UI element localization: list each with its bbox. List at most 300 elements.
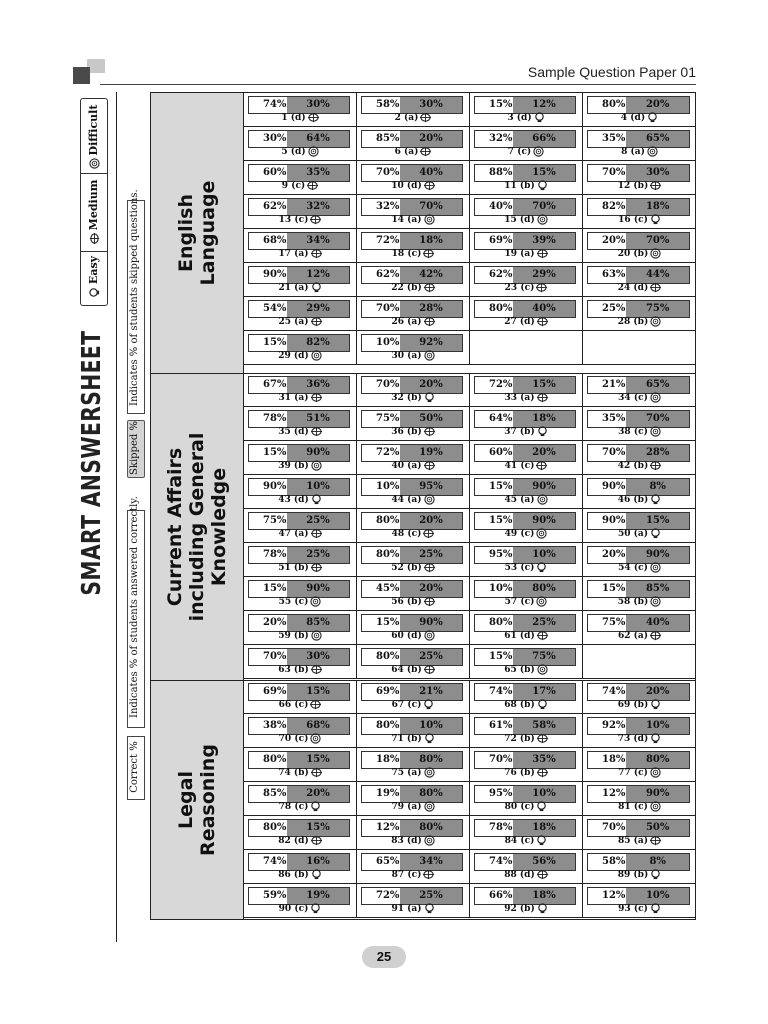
skipped-percent: 20% [626,684,689,700]
question-cell [583,407,696,441]
question-cell [470,297,583,331]
question-answer: 5 (d) [281,147,306,157]
bulb-icon [310,801,321,812]
correct-percent: 15% [588,581,626,597]
question-cell [470,127,583,161]
question-answer: 49 (c) [504,529,535,539]
question-cell [583,884,696,918]
question-label [583,595,696,609]
section-legal-reasoning [151,680,244,919]
target-icon [650,248,661,259]
question-cell [470,714,583,748]
skipped-percent: 25% [287,513,349,529]
section-english [151,93,244,373]
question-label [470,493,582,507]
question-cell [357,93,470,127]
skipped-percent: 66% [513,131,575,147]
skipped-percent: 40% [400,165,462,181]
question-answer: 68 (b) [504,700,535,710]
correct-percent: 12% [588,786,626,802]
crosshair-icon [420,146,431,157]
bulb-icon [311,282,322,293]
crosshair-icon [423,528,434,539]
question-cell [470,263,583,297]
question-answer: 59 (b) [278,631,309,641]
question-cell [470,195,583,229]
question-cell [583,577,696,611]
question-cell [244,543,357,577]
question-label [357,213,469,227]
question-answer: 86 (b) [278,870,309,880]
question-label [470,561,582,575]
skipped-percent: 12% [287,267,349,283]
correct-percent: 88% [475,165,513,181]
skipped-percent: 10% [287,479,349,495]
question-answer: 57 (c) [504,597,535,607]
question-label [357,527,469,541]
skipped-percent: 15% [513,165,575,181]
crosshair-icon [424,596,435,607]
question-label [357,732,469,746]
bulb-icon [537,426,548,437]
question-label [583,459,696,473]
question-cell [244,441,357,475]
question-label [470,732,582,746]
difficulty-legend [80,98,108,306]
legend-easy-label: Easy [87,255,100,285]
correct-percent: 80% [588,97,626,113]
skipped-percent: 85% [287,615,349,631]
skipped-percent: 10% [400,718,462,734]
question-answer: 53 (c) [504,563,535,573]
correct-percent: 80% [362,547,400,563]
correct-percent: 90% [588,479,626,495]
target-icon [311,630,322,641]
question-label [470,145,582,159]
correct-percent: 20% [588,233,626,249]
target-icon [536,596,547,607]
question-cell [583,748,696,782]
skipped-percent: 20% [400,581,462,597]
correct-percent: 15% [475,649,513,665]
correct-percent: 78% [249,547,287,563]
question-label [244,868,356,882]
skipped-percent: 19% [287,888,349,904]
question-cell [357,407,470,441]
question-answer: 87 (c) [391,870,422,880]
target-icon [650,562,661,573]
correct-percent: 69% [362,684,400,700]
correct-percent: 64% [475,411,513,427]
correct-percent: 12% [362,820,400,836]
question-answer: 72 (b) [504,734,535,744]
crosshair-icon [424,664,435,675]
question-answer: 28 (b) [617,317,649,327]
question-answer: 35 (d) [278,427,309,437]
target-icon [424,350,435,361]
question-answer: 88 (d) [504,870,535,880]
bulb-icon [650,869,661,880]
question-cell [470,475,583,509]
correct-percent: 72% [362,888,400,904]
question-cell [244,161,357,195]
bulb-icon [424,733,435,744]
skipped-percent: 90% [626,786,689,802]
bulb-icon [310,903,321,914]
question-label [357,179,469,193]
question-cell [583,782,696,816]
bulb-icon [311,494,322,505]
question-answer: 79 (a) [391,802,422,812]
question-answer: 27 (d) [504,317,535,327]
question-label [583,800,696,814]
question-label [244,459,356,473]
correct-percent: 80% [362,513,400,529]
correct-percent: 40% [475,199,513,215]
correct-percent: 60% [249,165,287,181]
corner-decoration-dark [73,67,90,84]
correct-percent: 90% [588,513,626,529]
correct-percent: 20% [249,615,287,631]
correct-percent: 72% [362,233,400,249]
skipped-percent: 20% [626,97,689,113]
question-label [244,391,356,405]
bulb-icon [650,214,661,225]
question-label [583,111,696,125]
question-label [357,902,469,916]
page-number: 25 [362,946,406,968]
question-cell [583,816,696,850]
question-cell [583,93,696,127]
crosshair-icon [311,426,322,437]
skipped-percent: 90% [513,513,575,529]
target-icon [311,460,322,471]
skipped-percent: 28% [626,445,689,461]
question-answer: 40 (a) [391,461,422,471]
correct-percent: 25% [588,301,626,317]
crosshair-icon [308,112,319,123]
question-cell [357,645,470,679]
question-cell [470,407,583,441]
question-cell [470,441,583,475]
question-answer: 78 (c) [278,802,309,812]
correct-percent: 15% [475,479,513,495]
skipped-label: Skipped % [129,421,140,475]
question-cell [470,509,583,543]
section-current-affairs-label [164,432,230,621]
correct-percent: 74% [475,854,513,870]
question-cell [244,475,357,509]
correct-percent: 69% [249,684,287,700]
question-cell [583,297,696,331]
skipped-percent: 10% [513,786,575,802]
crosshair-icon [424,562,435,573]
question-answer: 1 (d) [281,113,306,123]
skipped-percent: 10% [513,547,575,563]
question-cell [583,331,696,365]
correct-percent: 75% [362,411,400,427]
skipped-percent: 80% [400,752,462,768]
question-answer: 73 (d) [617,734,649,744]
crosshair-icon [311,562,322,573]
question-answer: 62 (a) [617,631,648,641]
crosshair-icon [537,392,548,403]
correct-note: Indicates % of students answered correctly. [129,496,140,718]
question-label [470,281,582,295]
skipped-percent: 70% [626,411,689,427]
skipped-percent: 8% [626,479,689,495]
crosshair-icon [311,528,322,539]
correct-percent: 70% [362,377,400,393]
question-answer: 92 (b) [504,904,535,914]
skipped-percent: 10% [626,888,689,904]
skipped-percent: 50% [400,411,462,427]
skipped-percent: 70% [400,199,462,215]
correct-percent: 20% [588,547,626,563]
skipped-percent: 34% [287,233,349,249]
question-cell [470,543,583,577]
question-label [470,698,582,712]
question-answer: 10 (d) [391,181,422,191]
question-label [583,179,696,193]
question-cell [244,407,357,441]
correct-percent: 10% [475,581,513,597]
question-label [583,145,696,159]
question-answer: 65 (b) [504,665,535,675]
target-icon [310,733,321,744]
question-answer: 41 (c) [504,461,535,471]
correct-percent: 70% [588,820,626,836]
question-cell [244,195,357,229]
question-cell [244,577,357,611]
skipped-percent: 15% [626,513,689,529]
question-cell [357,782,470,816]
question-answer: 58 (b) [617,597,649,607]
skipped-percent: 80% [513,581,575,597]
bulb-icon [424,392,435,403]
question-cell [244,611,357,645]
question-answer: 32 (b) [391,393,422,403]
question-cell [244,884,357,918]
question-cell [357,577,470,611]
answer-grid [150,92,696,920]
question-label [583,493,696,507]
correct-percent: 30% [249,131,287,147]
question-cell [583,161,696,195]
section-name-line: including General [186,432,208,621]
crosshair-icon [537,630,548,641]
skipped-percent: 25% [513,615,575,631]
skipped-percent: 44% [626,267,689,283]
question-cell [470,850,583,884]
correct-percent: 70% [588,445,626,461]
question-cell [357,816,470,850]
skipped-percent: 35% [513,752,575,768]
crosshair-icon [311,664,322,675]
question-label [470,902,582,916]
question-cell [244,331,357,365]
crosshair-icon [536,460,547,471]
question-label [470,629,582,643]
question-label [583,868,696,882]
question-label [583,391,696,405]
skipped-percent: 90% [400,615,462,631]
question-answer: 48 (c) [391,529,422,539]
bulb-icon [537,180,548,191]
crosshair-icon [424,282,435,293]
target-icon [424,214,435,225]
question-label [244,732,356,746]
target-icon [424,801,435,812]
question-label [357,800,469,814]
question-answer: 8 (a) [621,147,645,157]
skipped-percent: 16% [287,854,349,870]
skipped-percent: 29% [287,301,349,317]
question-answer: 50 (a) [617,529,648,539]
question-label [583,315,696,329]
question-answer: 83 (d) [391,836,422,846]
skipped-percent: 32% [287,199,349,215]
target-icon [311,350,322,361]
correct-percent: 62% [362,267,400,283]
skipped-percent: 51% [287,411,349,427]
skipped-percent: 82% [287,335,349,351]
bulb-icon [650,699,661,710]
question-cell [583,543,696,577]
question-label [357,247,469,261]
correct-percent: 60% [475,445,513,461]
question-cell [583,373,696,407]
skipped-percent: 18% [513,411,575,427]
skipped-percent: 34% [400,854,462,870]
question-answer: 76 (b) [504,768,535,778]
question-cell [244,680,357,714]
correct-percent: 90% [249,479,287,495]
question-answer: 89 (b) [617,870,649,880]
section-name-line: Reasoning [197,743,219,856]
bulb-icon [650,733,661,744]
question-answer: 71 (b) [391,734,422,744]
crosshair-icon [311,767,322,778]
question-answer: 24 (d) [617,283,649,293]
question-answer: 67 (c) [391,700,422,710]
question-label [470,247,582,261]
question-cell [357,195,470,229]
correct-percent: 78% [249,411,287,427]
crosshair-icon [311,316,322,327]
question-cell [470,373,583,407]
question-label [583,247,696,261]
question-answer: 85 (a) [617,836,648,846]
section-name-line: English [175,194,197,272]
question-answer: 9 (c) [281,181,306,191]
question-cell [244,748,357,782]
bulb-icon [534,112,545,123]
question-cell [357,229,470,263]
bulb-icon [650,903,661,914]
skipped-percent: 30% [287,97,349,113]
correct-percent: 85% [362,131,400,147]
question-label [470,459,582,473]
question-answer: 15 (d) [504,215,535,225]
question-answer: 52 (b) [391,563,422,573]
question-answer: 91 (a) [391,904,422,914]
question-answer: 70 (c) [278,734,309,744]
skipped-percent: 15% [287,752,349,768]
question-cell [470,884,583,918]
question-cell [357,680,470,714]
crosshair-icon [307,180,318,191]
skipped-note: Indicates % of students skipped questions. [129,189,140,406]
question-label [357,868,469,882]
question-cell [470,748,583,782]
question-cell [357,263,470,297]
header-title: Sample Question Paper 01 [527,64,696,80]
question-cell [583,509,696,543]
question-cell [583,229,696,263]
skipped-percent: 18% [513,820,575,836]
question-cell [357,331,470,365]
target-icon [647,146,658,157]
bulb-icon [423,699,434,710]
correct-percent: 92% [588,718,626,734]
correct-percent: 12% [588,888,626,904]
question-cell [583,850,696,884]
question-label [470,663,582,677]
skipped-percent: 70% [626,233,689,249]
correct-percent: 74% [249,97,287,113]
target-icon [310,596,321,607]
skipped-percent: 12% [513,97,575,113]
question-answer: 64 (b) [391,665,422,675]
correct-percent: 10% [362,335,400,351]
skipped-percent: 18% [513,888,575,904]
skipped-percent: 17% [513,684,575,700]
correct-percent: 95% [475,786,513,802]
skipped-percent: 25% [400,649,462,665]
question-cell [470,680,583,714]
question-label [244,247,356,261]
correct-percent: 19% [362,786,400,802]
skipped-percent: 10% [626,718,689,734]
skipped-percent: 20% [513,445,575,461]
skipped-percent: 90% [626,547,689,563]
target-icon [533,146,544,157]
question-label [357,349,469,363]
question-answer: 44 (a) [391,495,422,505]
question-label [357,493,469,507]
target-icon [650,801,661,812]
question-answer: 43 (d) [278,495,309,505]
question-cell [357,748,470,782]
question-label [244,281,356,295]
question-label [357,766,469,780]
skipped-percent: 75% [626,301,689,317]
bulb-icon [89,287,100,298]
skipped-percent: 25% [400,888,462,904]
question-label [583,527,696,541]
question-label [244,425,356,439]
question-answer: 14 (a) [391,215,422,225]
correct-percent: 78% [475,820,513,836]
crosshair-icon [310,699,321,710]
target-icon [424,494,435,505]
target-icon [89,158,100,169]
correct-percent: 75% [588,615,626,631]
correct-percent: 15% [475,97,513,113]
section-english-label [175,181,219,286]
question-cell [244,816,357,850]
